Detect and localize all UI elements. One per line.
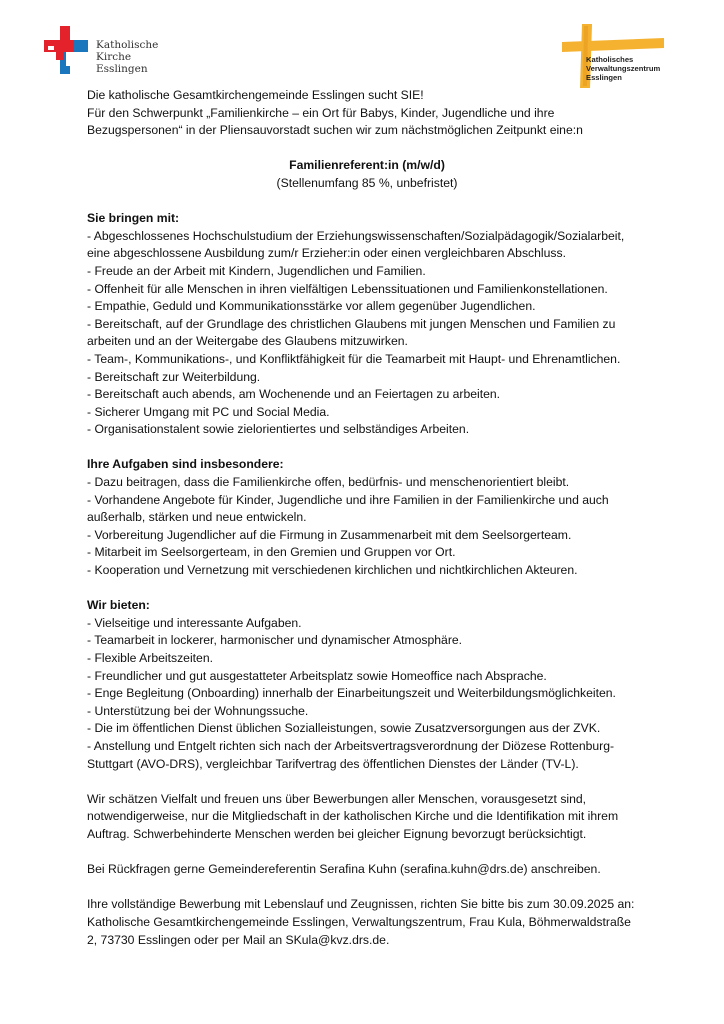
requirement-line: - Abgeschlossenes Hochschulstudium der Erziehungswissenschaften/Sozialpädagogik/Sozialarbeit, <box>87 228 625 243</box>
requirement-line: - Empathie, Geduld und Kommunikationsstärke vor allem gegenüber Jugendlichen. <box>87 299 536 314</box>
requirement-line: eine abgeschlossene Ausbildung zum/r Erzieher:in oder einen vergleichbaren Abschluss. <box>87 246 566 261</box>
application-line: 2, 73730 Esslingen oder per Mail an SKula@kvz.drs.de. <box>87 932 390 947</box>
task-line: - Kooperation und Vernetzung mit verschiedenen kirchlichen und nichtkirchlichen Akteuren. <box>87 563 578 578</box>
offer-line: - Teamarbeit in lockerer, harmonischer und dynamischer Atmosphäre. <box>87 633 463 648</box>
left-logo-line: Kirche <box>96 51 132 63</box>
offer-line: - Die im öffentlichen Dienst üblichen Sozialleistungen, sowie Zusatzversorgungen aus der ZVK. <box>87 721 601 736</box>
intro-paragraph <box>87 87 647 140</box>
requirement-line: - Bereitschaft zur Weiterbildung. <box>87 369 261 384</box>
offer-line: - Enge Begleitung (Onboarding) innerhalb der Einarbeitungszeit und Weiterbildungsmöglichkeiten. <box>87 686 616 701</box>
task-line: außerhalb, stärken und neue entwickeln. <box>87 510 307 525</box>
intro-line: Für den Schwerpunkt „Familienkirche – ein Ort für Babys, Kinder, Jugendliche und ihre <box>87 105 555 120</box>
diversity-line: Auftrag. Schwerbehinderte Menschen werden bei gleicher Eignung bevorzugt berücksichtigt. <box>87 826 587 841</box>
requirements-section <box>87 210 647 439</box>
position-title: Familienreferent:in (m/w/d) <box>289 158 445 173</box>
requirement-line: arbeiten und an der Weitergabe des Glaubens mitzuwirken. <box>87 334 408 349</box>
offer-section <box>87 597 647 773</box>
offer-line: - Anstellung und Entgelt richten sich nach der Arbeitsvertragsverordnung der Diözese Rottenburg- <box>87 738 615 753</box>
church-cross-logo-icon <box>42 22 94 78</box>
task-line: - Dazu beitragen, dass die Familienkirche offen, bedürfnis- und menschenorientiert bleibt. <box>87 475 570 490</box>
task-line: - Mitarbeit im Seelsorgerteam, in den Gremien und Gruppen vor Ort. <box>87 545 456 560</box>
tasks-heading: Ihre Aufgaben sind insbesondere: <box>87 457 284 472</box>
logo-verwaltungszentrum <box>560 20 680 90</box>
left-logo-line: Esslingen <box>96 63 148 75</box>
task-line: - Vorhandene Angebote für Kinder, Jugendliche und ihre Familien in der Familienkirche und auch <box>87 492 609 507</box>
application-line: Katholische Gesamtkirchengemeinde Esslingen, Verwaltungszentrum, Frau Kula, Böhmerwaldstraße <box>87 914 631 929</box>
position-subtitle: (Stellenumfang 85 %, unbefristet) <box>276 175 458 190</box>
requirement-line: - Bereitschaft, auf der Grundlage des christlichen Glaubens mit jungen Menschen und Familien zu <box>87 316 616 331</box>
requirement-line: - Team-, Kommunikations-, und Konfliktfähigkeit für die Teamarbeit mit Haupt- und Ehrenamtlichen. <box>87 351 621 366</box>
diversity-paragraph <box>87 791 647 844</box>
offer-heading: Wir bieten: <box>87 598 150 613</box>
left-logo-line: Katholische <box>96 39 159 51</box>
offer-line: - Freundlicher und gut ausgestatteter Arbeitsplatz sowie Homeoffice nach Absprache. <box>87 668 547 683</box>
requirements-heading: Sie bringen mit: <box>87 211 180 226</box>
requirement-line: - Offenheit für alle Menschen in ihren vielfältigen Lebenssituationen und Familienkonstellationen. <box>87 281 608 296</box>
intro-line: Bezugspersonen“ in der Pliensauvorstadt suchen wir zum nächstmöglichen Zeitpunkt eine:n <box>87 123 583 138</box>
requirement-line: - Freude an der Arbeit mit Kindern, Jugendlichen und Familien. <box>87 263 426 278</box>
requirement-line: - Organisationstalent sowie zielorientiertes und selbständiges Arbeiten. <box>87 422 470 437</box>
job-posting-body <box>87 87 647 949</box>
right-logo-line: Esslingen <box>586 73 622 82</box>
offer-line: - Flexible Arbeitszeiten. <box>87 651 213 665</box>
logo-katholische-kirche-esslingen <box>42 22 182 82</box>
application-paragraph <box>87 896 647 949</box>
offer-line: - Vielseitige und interessante Aufgaben. <box>87 615 302 630</box>
right-logo-text <box>586 55 660 82</box>
diversity-line: notwendigerweise, nur die Mitgliedschaft in der katholischen Kirche und die Identifikation mit ihrem <box>87 809 619 824</box>
offer-line: - Unterstützung bei der Wohnungssuche. <box>87 703 309 718</box>
requirement-line: - Bereitschaft auch abends, am Wochenende und an Feiertagen zu arbeiten. <box>87 387 501 402</box>
application-line: Ihre vollständige Bewerbung mit Lebenslauf und Zeugnissen, richten Sie bitte bis zum 30.09.2025 an: <box>87 897 635 912</box>
task-line: - Vorbereitung Jugendlicher auf die Firmung in Zusammenarbeit mit dem Seelsorgerteam. <box>87 527 572 542</box>
contact-line: Bei Rückfragen gerne Gemeindereferentin Serafina Kuhn (serafina.kuhn@drs.de) anschreiben. <box>87 862 601 877</box>
tasks-section <box>87 456 647 579</box>
requirement-line: - Sicherer Umgang mit PC und Social Media. <box>87 404 330 419</box>
right-logo-line: Katholisches <box>586 55 634 64</box>
intro-line: Die katholische Gesamtkirchengemeinde Esslingen sucht SIE! <box>87 88 424 102</box>
left-logo-text <box>96 39 158 75</box>
contact-paragraph <box>87 861 647 879</box>
offer-line: Stuttgart (AVO-DRS), vergleichbar Tarifvertrag des öffentlichen Dienstes der Länder (TV-L). <box>87 756 579 771</box>
right-logo-line: Verwaltungszentrum <box>586 64 661 73</box>
diversity-line: Wir schätzen Vielfalt und freuen uns über Bewerbungen aller Menschen, vorausgesetzt sind, <box>87 791 587 806</box>
